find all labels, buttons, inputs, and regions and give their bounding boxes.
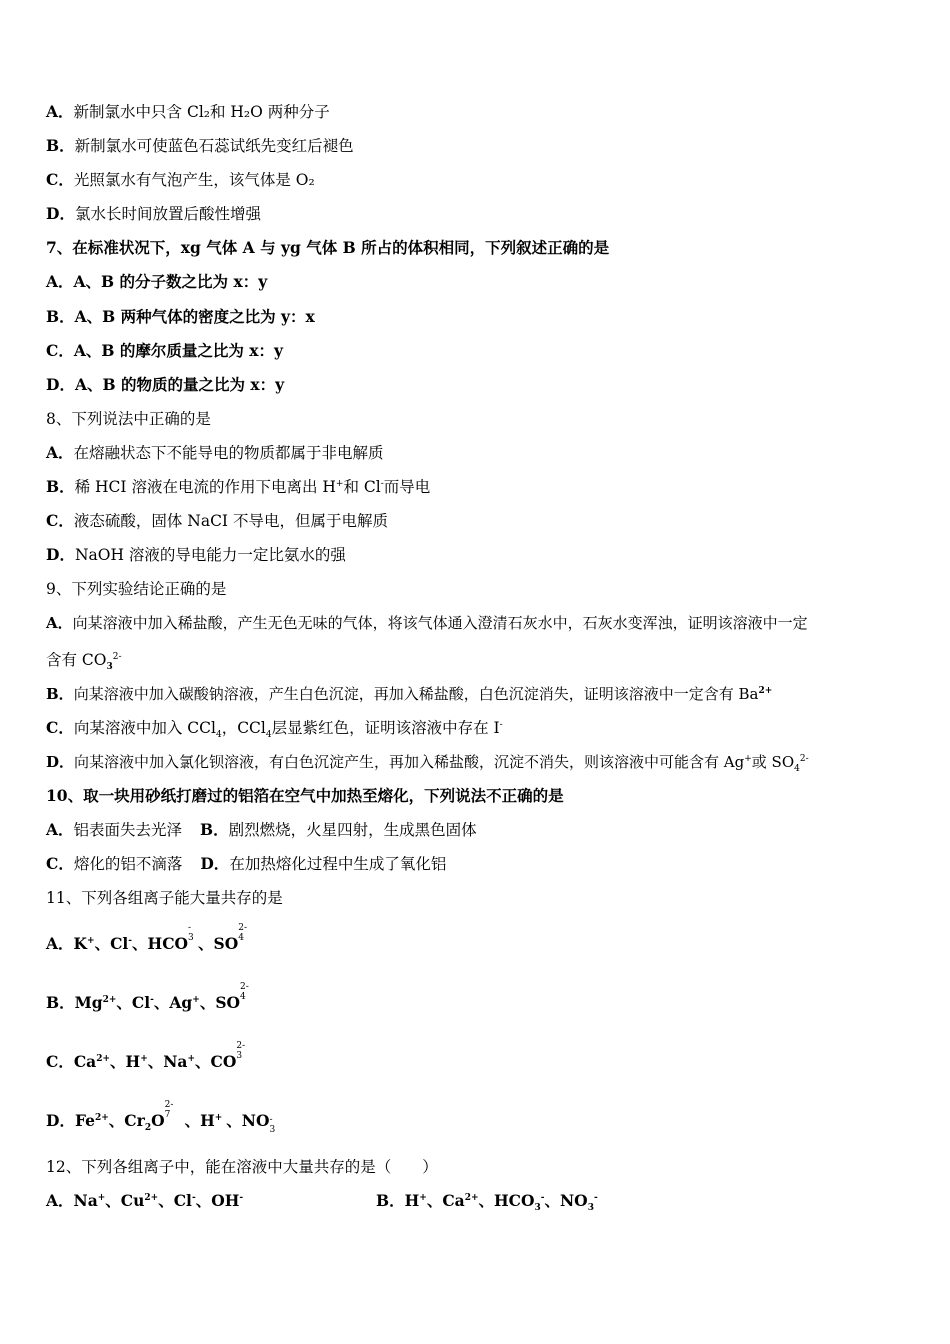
option-label: B． <box>376 1191 405 1210</box>
option-label: A． <box>46 614 73 632</box>
charge: 2- <box>236 1041 246 1051</box>
charge: - <box>191 1192 196 1203</box>
option-label: D． <box>46 1111 75 1130</box>
q8-stem: 8、下列说法中正确的是 <box>46 410 211 428</box>
ion-text: 、HCO <box>132 934 189 953</box>
q11-stem: 11、下列各组离子能大量共存的是 <box>46 889 283 907</box>
charge: + <box>87 935 95 946</box>
charge: + <box>187 1053 196 1064</box>
charge: 2- <box>799 754 809 764</box>
option-label: A． <box>46 1191 74 1210</box>
option-label: D． <box>46 753 75 771</box>
option-text: A、B 两种气体的密度之比为 y：x <box>74 307 315 326</box>
q7-stem: 7、在标准状况下，xg 气体 A 与 yg 气体 B 所占的体积相同，下列叙述正确的是 <box>46 238 610 257</box>
q11-option-d <box>46 1100 276 1135</box>
charge: + <box>140 1053 148 1064</box>
ion: 、Cu <box>105 1191 145 1210</box>
option-text: ，CCl <box>221 719 266 737</box>
q9-option-d <box>46 752 809 772</box>
ion: 、Cl <box>94 934 129 953</box>
q8-option-a <box>46 443 384 463</box>
option-label: A． <box>46 102 74 121</box>
q6-option-d <box>46 204 261 224</box>
ion: 、Cr <box>108 1111 145 1130</box>
q9-option-c <box>46 718 503 741</box>
ion: Ca <box>73 1052 97 1071</box>
q11-option-b <box>46 982 249 1013</box>
q9-option-b <box>46 684 772 704</box>
q10-options-cd <box>46 854 446 874</box>
option-text: 向某溶液中加入碳酸钠溶液，产生白色沉淀，再加入稀盐酸，白色沉淀消失，证明该溶液中一定含有 Ba <box>73 685 759 703</box>
option-text: 在加热熔化过程中生成了氧化铝 <box>229 855 447 873</box>
charge: - <box>269 1115 273 1125</box>
ion: 、Ag <box>153 993 193 1012</box>
subscript: 3 <box>106 662 113 673</box>
charge: 2+ <box>102 994 117 1005</box>
q12-option-b <box>376 1191 598 1214</box>
charge: + <box>97 1192 106 1203</box>
ion-text: 、CO <box>195 1052 237 1071</box>
q8-option-b <box>46 477 430 497</box>
ion-text: O <box>151 1111 165 1130</box>
ion: 、HCO <box>478 1191 535 1210</box>
charge: 2- <box>112 651 122 662</box>
subscript: 4 <box>794 764 800 774</box>
subscript: 4 <box>238 933 244 943</box>
ion-cr2o7 <box>151 1100 174 1131</box>
option-text: 氯水长时间放置后酸性增强 <box>74 205 261 223</box>
option-label: C． <box>46 1052 74 1071</box>
option-label: C． <box>46 854 74 873</box>
option-label: C． <box>46 511 74 530</box>
charge: + <box>419 1192 427 1203</box>
q9-option-a-line2 <box>46 650 122 673</box>
q12-stem: 12、下列各组离子中，能在溶液中大量共存的是（ ） <box>46 1158 438 1176</box>
option-label: B． <box>46 685 74 703</box>
q6-option-c <box>46 170 315 190</box>
charge: - <box>188 923 192 933</box>
option-label: C． <box>46 341 74 360</box>
option-text: 稀 HCI 溶液在电流的作用下电离出 H <box>74 478 336 496</box>
option-text: A、B 的摩尔质量之比为 x：y <box>73 341 284 360</box>
charge: + <box>744 754 752 764</box>
q8-option-c <box>46 511 388 531</box>
charge: - <box>593 1192 598 1203</box>
q7-option-d <box>46 375 284 395</box>
subscript: 2 <box>144 1123 152 1134</box>
option-text: 新制氯水可使蓝色石蕊试纸先变红后褪色 <box>74 137 354 155</box>
option-label: A． <box>46 443 74 462</box>
option-text: 在熔融状态下不能导电的物质都属于非电解质 <box>73 444 384 462</box>
option-text: 光照氯水有气泡产生，该气体是 O₂ <box>73 171 315 189</box>
option-text: A、B 的分子数之比为 x：y <box>73 272 268 291</box>
q7-option-c <box>46 341 283 361</box>
ion: 、OH <box>195 1191 240 1210</box>
option-text: 含有 CO <box>46 651 107 669</box>
q8-option-d <box>46 545 346 565</box>
option-text: 新制氯水中只含 Cl₂和 H₂O 两种分子 <box>73 103 330 121</box>
option-label: C． <box>46 170 74 189</box>
charge: - <box>540 1192 545 1203</box>
charge: 2- <box>238 923 248 933</box>
q9-option-a-line1 <box>46 613 808 633</box>
option-label: A． <box>46 272 74 291</box>
option-text: 液态硫酸，固体 NaCI 不导电，但属于电解质 <box>73 512 388 530</box>
option-text: 和 Cl <box>343 478 381 496</box>
option-label: D． <box>46 204 75 223</box>
ion: 、H <box>110 1052 141 1071</box>
ion-hco3 <box>132 923 194 954</box>
charge: - <box>128 935 133 946</box>
charge: - <box>499 719 503 730</box>
subscript: 3 <box>188 933 194 943</box>
q9-stem: 9、下列实验结论正确的是 <box>46 580 227 598</box>
charge: + <box>214 1112 223 1123</box>
ion-text: 、SO <box>199 993 241 1012</box>
option-label: B． <box>46 477 75 496</box>
option-text: 熔化的铝不滴落 <box>73 855 183 873</box>
subscript: 3 <box>236 1051 243 1061</box>
charge: - <box>150 994 154 1005</box>
charge: 2+ <box>464 1192 479 1203</box>
subscript: 7 <box>164 1110 171 1120</box>
option-text: 或 SO <box>751 753 795 771</box>
subscript: 4 <box>215 730 222 741</box>
q6-option-b <box>46 136 354 156</box>
ion: Na <box>73 1191 98 1210</box>
ion: H <box>404 1191 420 1210</box>
charge: + <box>335 478 344 489</box>
option-label: C． <box>46 718 74 737</box>
ion: Mg <box>74 993 103 1012</box>
ion-text: 、SO <box>198 934 239 953</box>
ion: 、H <box>184 1111 215 1130</box>
ion-so4 <box>199 982 249 1013</box>
option-text: 向某溶液中加入 CCl <box>73 719 216 737</box>
ion-co3 <box>195 1041 246 1072</box>
subscript: 4 <box>240 992 246 1002</box>
charge: - <box>239 1192 244 1203</box>
option-label: B． <box>200 820 229 839</box>
ion: 、Cl <box>158 1191 192 1210</box>
q7-option-a <box>46 272 267 292</box>
q6-option-a <box>46 102 330 122</box>
option-text: NaOH 溶液的导电能力一定比氨水的强 <box>74 546 346 564</box>
option-text: 剧烈燃烧，火星四射，生成黑色固体 <box>228 821 477 839</box>
charge: 2+ <box>144 1192 159 1203</box>
charge: 2- <box>164 1100 174 1110</box>
option-label: D． <box>46 545 75 564</box>
option-label: B． <box>46 307 75 326</box>
charge: 2+ <box>758 686 773 696</box>
q7-option-b <box>46 307 315 327</box>
ion: 、NO <box>226 1111 270 1130</box>
q12-option-a <box>46 1191 243 1211</box>
charge: 2+ <box>94 1112 109 1123</box>
charge: 2+ <box>96 1053 111 1064</box>
option-label: B． <box>46 993 75 1012</box>
ion: 、Na <box>147 1052 188 1071</box>
option-label: D． <box>46 375 75 394</box>
option-text: 层显紫红色，证明该溶液中存在 I <box>271 719 500 737</box>
ion: K <box>73 934 88 953</box>
option-text: A、B 的物质的量之比为 x：y <box>74 375 285 394</box>
option-text: 向某溶液中加入氯化钡溶液，有白色沉淀产生，再加入稀盐酸，沉淀不消失，则该溶液中可能含有 Ag <box>74 753 745 771</box>
option-label: D． <box>200 854 230 873</box>
subscript: 3 <box>269 1125 276 1135</box>
option-label: B． <box>46 136 75 155</box>
option-label: A． <box>46 934 74 953</box>
charge: 2- <box>240 982 249 992</box>
ion: 、Cl <box>116 993 151 1012</box>
subscript: 3 <box>534 1203 541 1214</box>
q10-stem: 10、取一块用砂纸打磨过的铝箔在空气中加热至熔化，下列说法不正确的是 <box>46 786 564 805</box>
ion: 、Ca <box>426 1191 465 1210</box>
ion: Fe <box>74 1111 95 1130</box>
charge: + <box>192 994 200 1005</box>
subscript: 4 <box>265 730 272 741</box>
ion: 、NO <box>544 1191 588 1210</box>
q11-option-c <box>46 1041 246 1072</box>
charge: - <box>380 478 384 489</box>
option-text: 铝表面失去光泽 <box>73 821 183 839</box>
ion-so4 <box>198 923 248 954</box>
option-text: 而导电 <box>383 478 431 496</box>
q10-options-ab <box>46 820 477 840</box>
option-label: A． <box>46 820 74 839</box>
q11-option-a <box>46 923 248 954</box>
subscript: 3 <box>587 1203 594 1214</box>
option-text: 向某溶液中加入稀盐酸，产生无色无味的气体，将该气体通入澄清石灰水中，石灰水变浑浊，证明该溶液中一定 <box>72 614 808 632</box>
